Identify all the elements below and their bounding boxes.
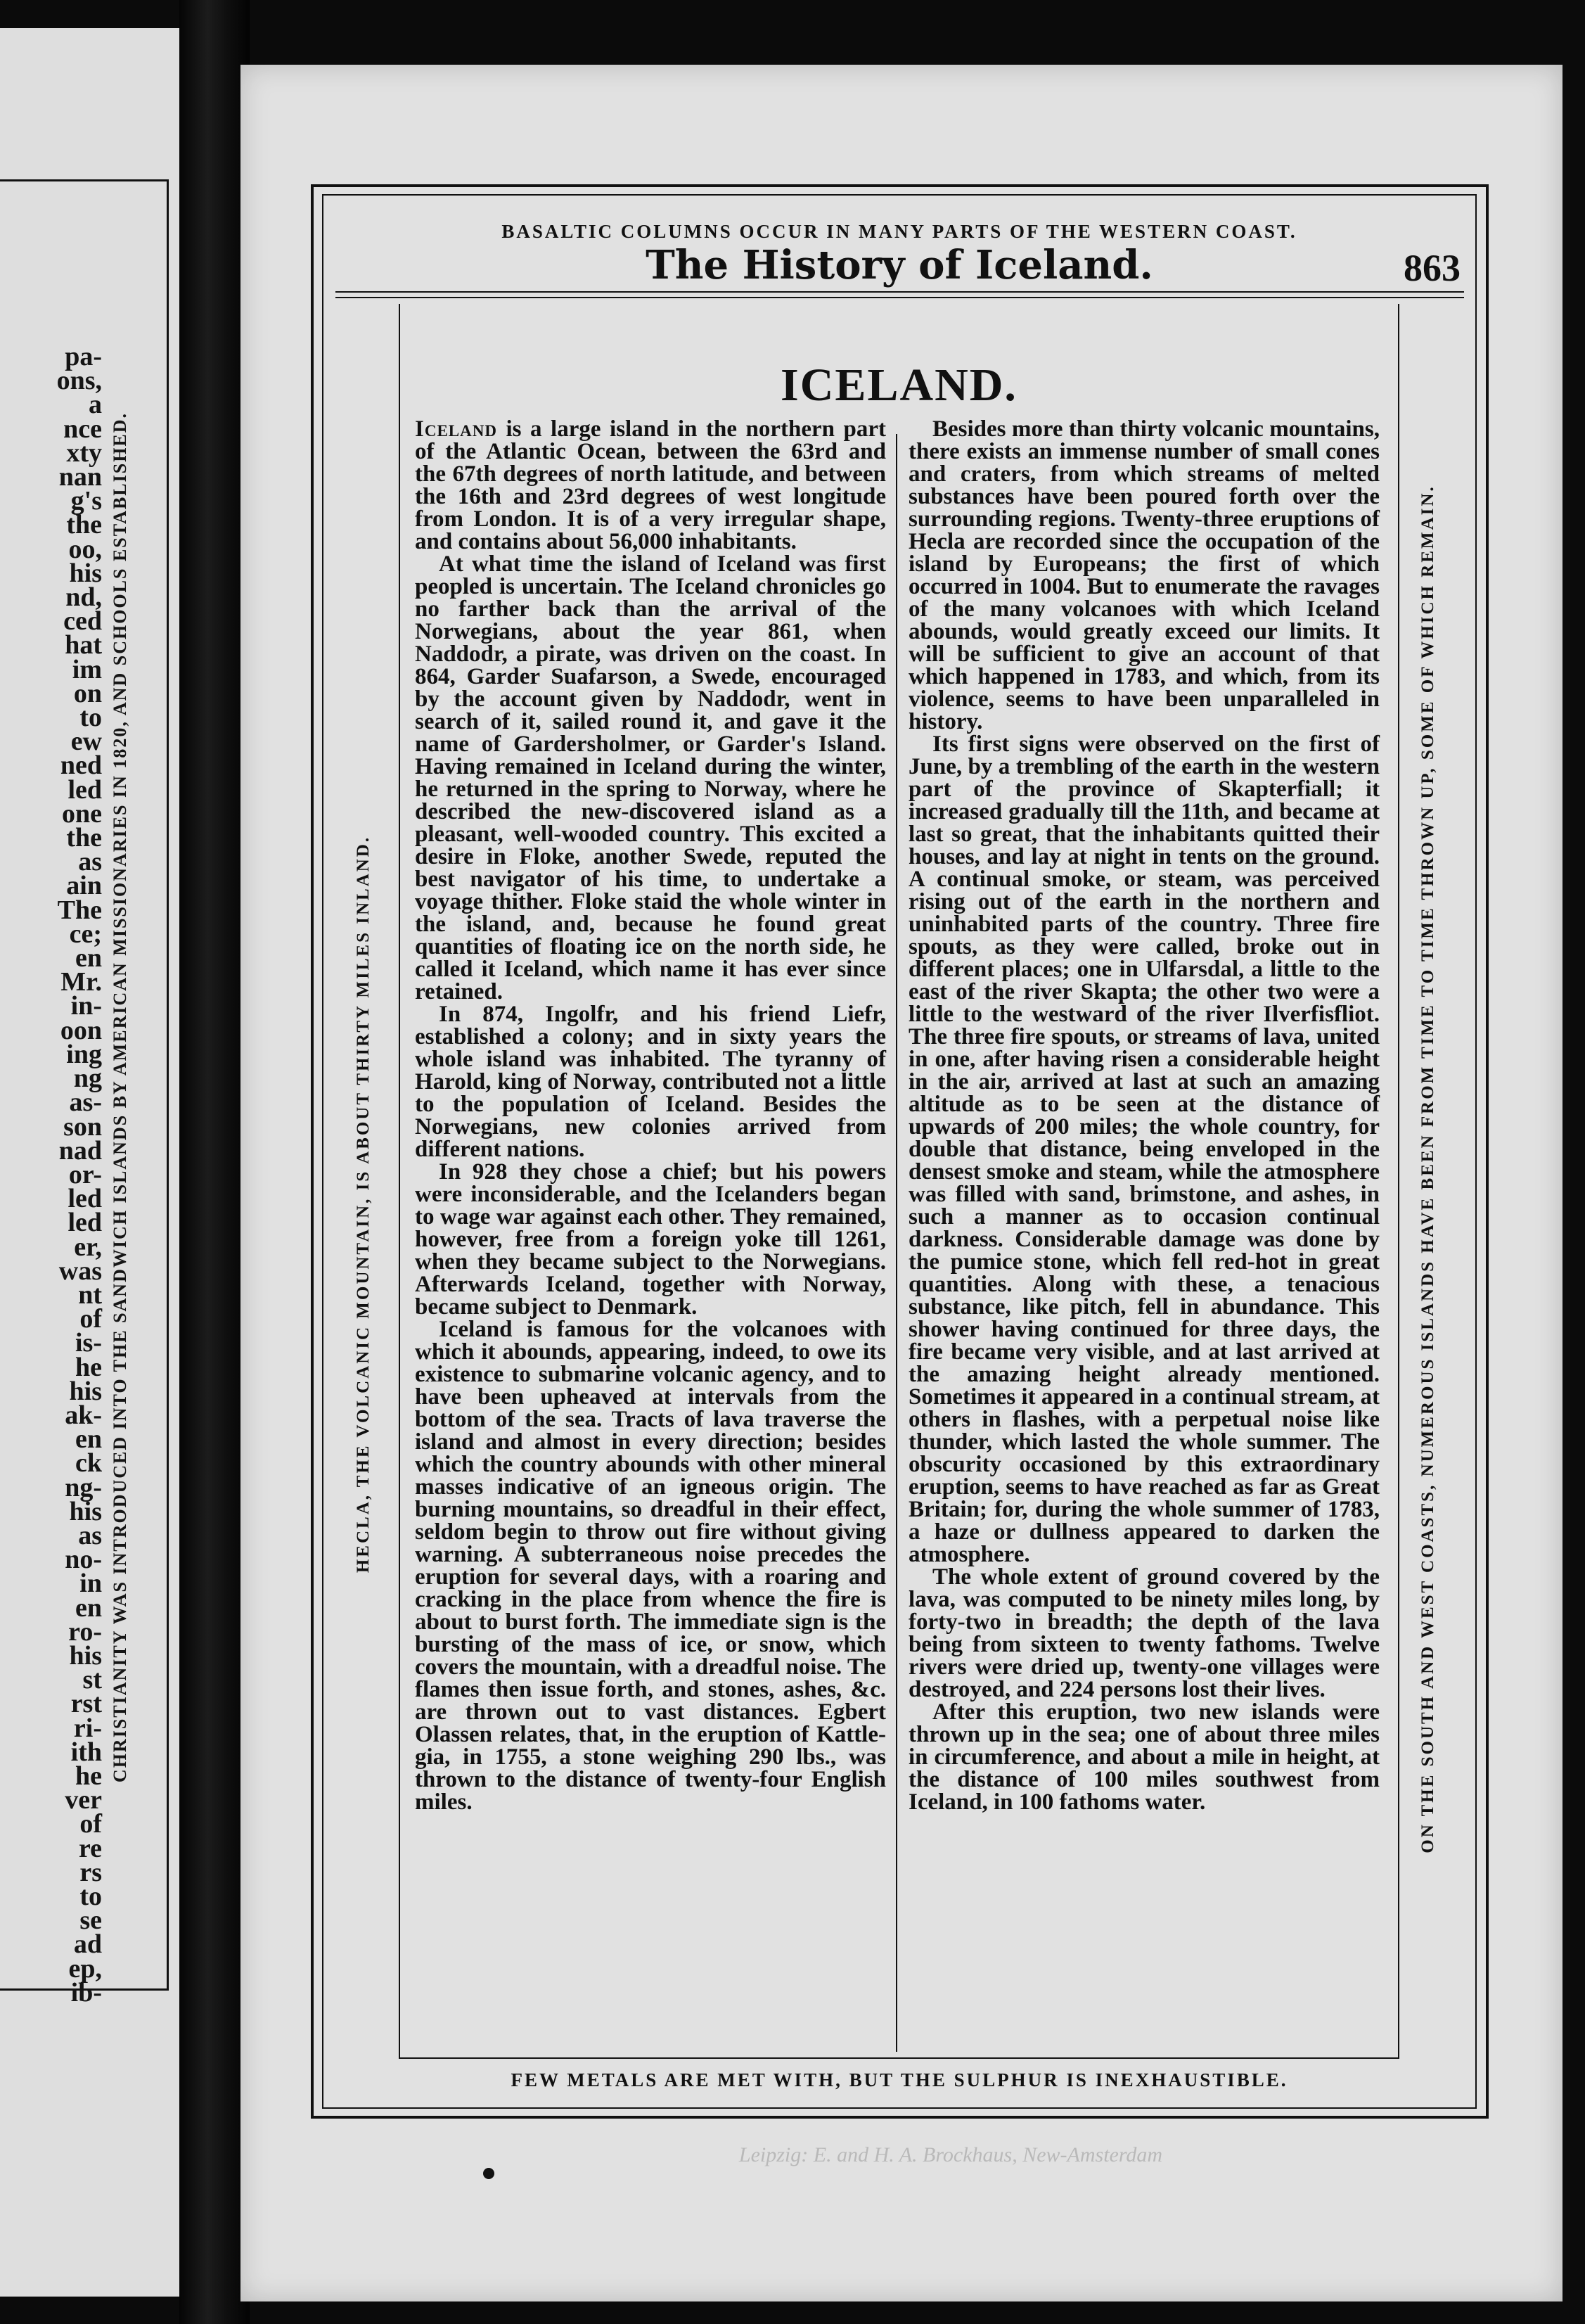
paragraph: Iceland is a large island in the northern part of the Atlantic Ocean, between the 63rd and the 67th degrees of north latitude, and between the 16th and 23rd degrees of west longitude from London. It is of a very irregular shape, and contains about 56,000 inhabitants. <box>415 416 886 554</box>
fragment-line: hat <box>65 630 102 660</box>
fragment-line: he <box>75 1761 102 1791</box>
book-binding-gutter <box>179 0 250 2324</box>
top-margin-note: BASALTIC COLUMNS OCCUR IN MANY PARTS OF THE WESTERN COAST. <box>501 221 1297 242</box>
fragment-line: led <box>68 774 102 805</box>
fragment-line: ain <box>66 871 102 901</box>
paragraph: Iceland is famous for the volcanoes with which it abounds, appearing, indeed, to owe its existence to submarine volcanic agency, and to have been upheaved at intervals from the bottom of the sea. Tracts of lava traverse the island and almost in every direction; besides which the country abounds with other mineral masses indicative of an igneous origin. The burning mountains, so dreadful in their effect, seldom begin to throw out fire without giving warning. A subterraneous noise precedes the eruption for several days, with a roaring and cracking in the place from whence the fire is about to burst forth. The immediate sign is the bursting of the mass of ice, or snow, which covers the mountain, with a dreadful noise. The flames then issue forth, and stones, ashes, &c. are thrown out to vast distances. Egbert Olassen relates, that, in the eruption of Kattle-gia, in 1755, a stone weighing 290 lbs., was thrown to the distance of twenty-four English miles. <box>415 1317 886 1815</box>
fragment-line: in- <box>70 991 102 1021</box>
right-margin-vertical-note: ON THE SOUTH AND WEST COASTS, NUMEROUS ISLANDS HAVE BEEN FROM TIME TO TIME THROWN UP, SOME OF WHICH REMAIN. <box>1418 485 1437 1853</box>
fragment-line: nce <box>63 414 102 444</box>
fragment-line: the <box>66 510 102 540</box>
fragment-line: was <box>58 1256 102 1286</box>
fragment-line: nan <box>58 462 102 492</box>
paragraph: In 928 they chose a chief; but his powers were inconsiderable, and the Icelanders began to wage war against each other. They remained, however, free from a foreign yoke till 1261, when they became subject to the Norwegians. Afterwards Iceland, together with Norway, became subject to Denmark. <box>415 1159 886 1320</box>
text-column-right <box>909 418 1380 1813</box>
fragment-line: his <box>69 1640 102 1671</box>
fragment-line: im <box>72 654 102 684</box>
article-title: ICELAND. <box>781 359 1018 411</box>
fragment-line: on <box>73 678 102 708</box>
fragment-line: en <box>75 1592 102 1623</box>
fragment-line: to <box>79 1882 102 1911</box>
column-divider-rule <box>896 434 897 2052</box>
fragment-line: er, <box>74 1232 102 1262</box>
fragment-line: ver <box>65 1785 102 1815</box>
fragment-line: nd, <box>65 582 102 613</box>
fragment-line: ced <box>63 606 102 637</box>
fragment-line: led <box>68 1208 102 1238</box>
fragment-line: ith <box>70 1737 102 1767</box>
fragment-line: pa- <box>65 342 102 371</box>
fragment-line: rst <box>70 1689 102 1719</box>
fragment-line: no- <box>65 1545 102 1575</box>
bottom-margin-note: FEW METALS ARE MET WITH, BUT THE SULPHUR IS INEXHAUSTIBLE. <box>511 2069 1288 2090</box>
fragment-line: oon <box>60 1015 102 1045</box>
running-header-title: The History of Iceland. <box>646 242 1153 288</box>
fragment-line: ew <box>70 727 102 757</box>
fragment-line: ak- <box>65 1400 102 1430</box>
fragment-line: en <box>75 943 102 973</box>
fragment-line: ep, <box>68 1953 102 1984</box>
fragment-line: ned <box>60 751 102 781</box>
fragment-line: Mr. <box>60 967 102 997</box>
fragment-line: st <box>82 1665 102 1695</box>
previous-page-vertical-margin-text: CHRISTIANITY WAS INTRODUCED INTO THE SANDWICH ISLANDS BY AMERICAN MISSIONARIES IN 1820, AND SCHOOLS ESTABLISHED. <box>110 411 130 1783</box>
fragment-line: ing <box>66 1039 102 1069</box>
lead-word: Iceland <box>415 416 497 442</box>
previous-page-edge <box>0 28 179 2297</box>
fragment-line: his <box>69 1496 102 1526</box>
fragment-line: one <box>62 798 102 829</box>
fragment-line: as- <box>69 1087 102 1118</box>
fragment-line: as <box>78 847 102 877</box>
text-column-left <box>415 418 886 1813</box>
show-through-text: Leipzig: E. and H. A. Brockhaus, New-Amsterdam <box>738 2143 1163 2166</box>
fragment-line: The <box>57 895 102 925</box>
fragment-line: in <box>79 1569 102 1599</box>
fragment-line: se <box>79 1905 102 1936</box>
fragment-line: ons, <box>56 366 102 396</box>
paragraph: The whole extent of ground covered by the lava, was computed to be ninety miles long, by forty-two in breadth; the depth of the lava being from sixteen to twenty fathoms. Twelve rivers were dried up, twenty-one villages were destroyed, and 224 persons lost their lives. <box>909 1564 1380 1702</box>
fragment-line: ck <box>75 1448 102 1479</box>
fragment-line: rs <box>79 1857 102 1887</box>
paragraph: Besides more than thirty volcanic mountains, there exists an immense number of small cones and craters, from which streams of melted substances have been poured forth over the surrounding regions. Twenty-three eruptions of Hecla are recorded since the occupation of the island by Europeans; the first of which occurred in 1004. But to enumerate the ravages of the many volcanoes with which Iceland abounds, would greatly exceed our limits. It will be sufficient to give an account of that which happened in 1783, and which, from its violence, seems to have been unparalleled in history. <box>909 416 1380 734</box>
fragment-line: the <box>66 823 102 853</box>
fragment-line: nt <box>78 1279 102 1310</box>
fragment-line: ce; <box>69 919 102 949</box>
paragraph: At what time the island of Iceland was first peopled is uncertain. The Iceland chronicles go no farther back than the arrival of the Norwegians, about the year 861, when Naddodr, a pirate, was driven on the coast. In 864, Garder Suafarson, a Swede, encouraged by the account given by Naddodr, went in search of it, sailed round it, and gave it the name of Gardersholmer, or Garder's Island. Having remained in Iceland during the winter, he returned in the spring to Norway, where he described the new-discovered island as a pleasant, well-wooded country. This excited a desire in Floke, another Swede, reputed the best navigator of his time, to undertake a voyage thither. Floke staid the whole winter in the island, and, because he found great quantities of floating ice on the north side, he called it Iceland, which name it has ever since retained. <box>415 551 886 1004</box>
fragment-line: en <box>75 1424 102 1455</box>
fragment-line: he <box>75 1352 102 1382</box>
fragment-line: ad <box>73 1929 102 1960</box>
fragment-line: ng- <box>65 1472 102 1502</box>
page-number: 863 <box>1404 247 1461 289</box>
header-double-rule <box>335 291 1464 298</box>
fragment-line: ib- <box>70 1977 102 2007</box>
paragraph: After this eruption, two new islands were thrown up in the sea; one of about three miles in circumference, and about a mile in height, at the distance of 100 miles southwest from Iceland, in 100 fathoms water. <box>909 1699 1380 1815</box>
paragraph: Its first signs were observed on the first of June, by a trembling of the earth in the western part of the province of Skapterfiall; it increased gradually till the 11th, and became at last so great, that the inhabitants quitted their houses, and lay at night in tents on the ground. A continual smoke, or steam, was perceived rising out of the earth in the northern and uninhabited parts of the country. Three fire spouts, as they were called, broke out in different places; one in Ulfarsdal, a little to the east of the river Skapta; the other two were a little to the westward of the river Ilverfisfliot. The three fire spouts, or streams of lava, united in one, after having risen a considerable height in the air, arrived at last at such an amazing altitude as to be seen at the distance of upwards of 200 miles; the whole country, for double that distance, being enveloped in the densest smoke and steam, while the atmosphere was filled with sand, brimstone, and ashes, in such a manner as to occasion continual darkness. Considerable damage was done by the pumice stone, which fell red-hot in great quantities. Along with these, a tenacious substance, like pitch, fell in abundance. This shower having continued for three days, the fire became very visible, and at last arrived at the amazing height already mentioned. Sometimes it appeared in a continual stream, at others in flashes, with a perpetual noise like thunder, which lasted the whole summer. The obscurity occasioned by this extraordinary eruption, seems to have reached as far as Great Britain; for, during the whole summer of 1783, a haze or dullness appeared to darken the atmosphere. <box>909 732 1380 1567</box>
previous-page-line-fragments <box>4 342 102 2007</box>
fragment-line: of <box>79 1304 102 1334</box>
ink-dot <box>483 2168 494 2179</box>
fragment-line: ro- <box>68 1616 102 1647</box>
fragment-line: xty <box>66 438 102 468</box>
fragment-line: of <box>79 1809 102 1839</box>
book-page <box>240 65 1562 2301</box>
left-margin-vertical-note: HECLA, THE VOLCANIC MOUNTAIN, IS ABOUT THIRTY MILES INLAND. <box>354 835 373 1573</box>
fragment-line: led <box>68 1184 102 1214</box>
fragment-line: as <box>78 1520 102 1550</box>
fragment-line: g's <box>70 486 102 516</box>
fragment-line: is- <box>75 1328 102 1358</box>
fragment-line: his <box>69 1376 102 1406</box>
fragment-line: ng <box>73 1064 102 1094</box>
fragment-line: oo, <box>68 534 102 564</box>
fragment-line: re <box>78 1833 102 1863</box>
fragment-line: son <box>63 1111 102 1142</box>
fragment-line: nad <box>58 1135 102 1166</box>
fragment-line: his <box>69 558 102 588</box>
fragment-line: a <box>89 390 102 420</box>
fragment-line: to <box>79 703 102 733</box>
fragment-line: ri- <box>73 1713 102 1743</box>
fragment-line: or- <box>68 1159 102 1189</box>
paragraph: In 874, Ingolfr, and his friend Liefr, established a colony; and in sixty years the whole island was inhabited. The tyranny of Harold, king of Norway, contributed not a little to the population of Iceland. Besides the Norwegians, new colonies arrived from different nations. <box>415 1002 886 1162</box>
